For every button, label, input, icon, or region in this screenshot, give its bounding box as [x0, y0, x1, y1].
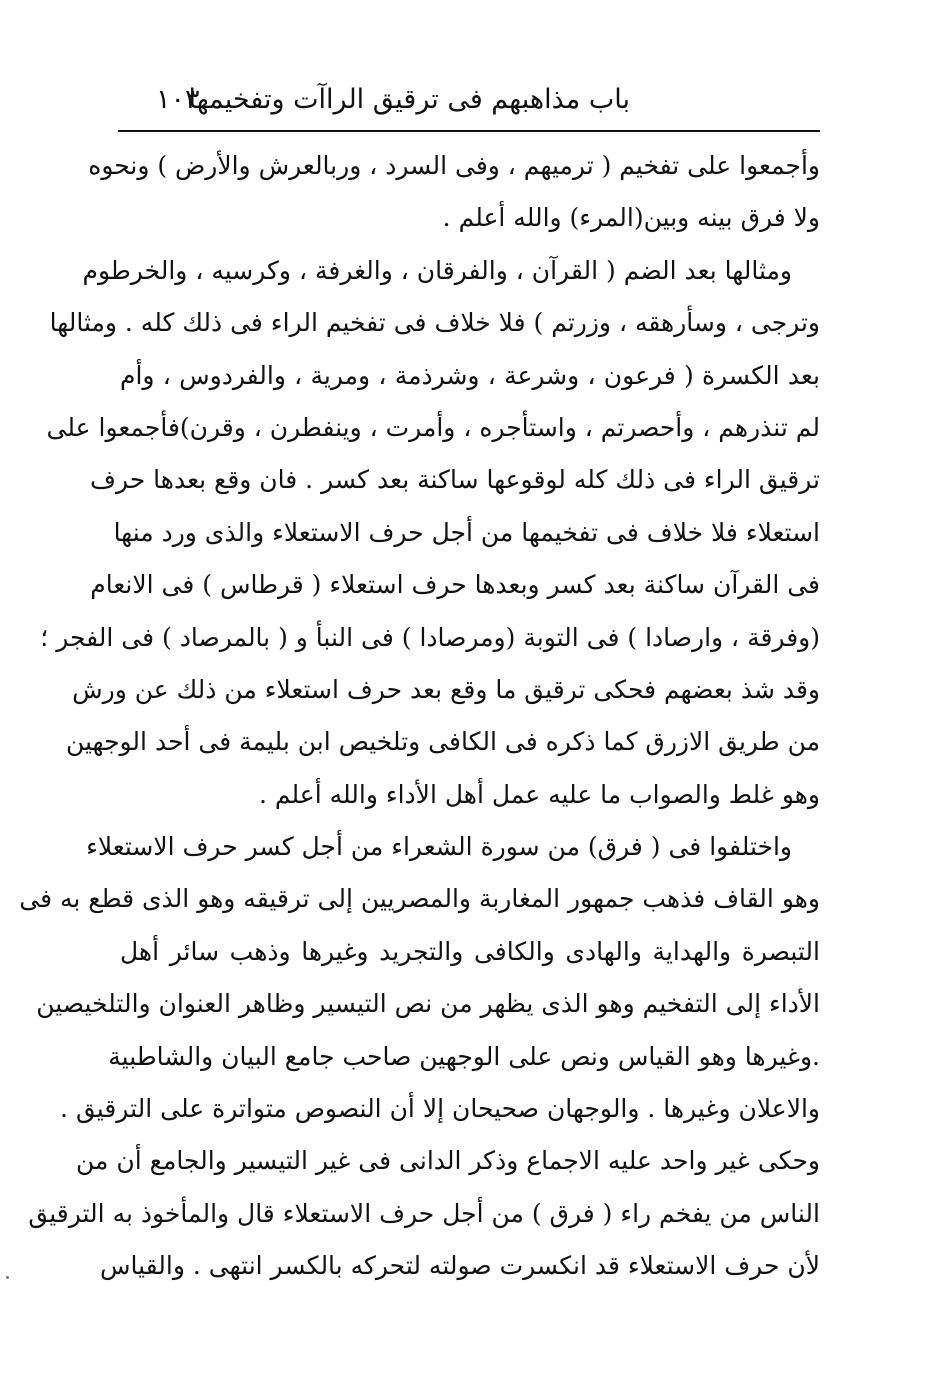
- text-line: واختلفوا فى ( فرق) من سورة الشعراء من أجل كسر حرف الاستعلاء: [86, 832, 792, 862]
- paper-speck: [6, 1276, 9, 1279]
- text-line: استعلاء فلا خلاف فى تفخيمها من أجل حرف الاستعلاء والذى ورد منها: [113, 517, 820, 547]
- text-line: .وغيرها وهو القياس ونص على الوجهين صاحب جامع البيان والشاطبية: [108, 1041, 820, 1071]
- text-line: فى القرآن ساكنة بعد كسر وبعدها حرف استعلاء ( قرطاس ) فى الانعام: [90, 570, 820, 600]
- page-header: [120, 82, 820, 130]
- text-line: التبصرة والهداية والهادى والكافى والتجريد وغيرها وذهب سائر أهل: [120, 936, 820, 966]
- text-line: والاعلان وغيرها . والوجهان صحيحان إلا أن النصوص متواترة على الترقيق .: [60, 1094, 820, 1124]
- text-line: (وفرقة ، وارصادا ) فى التوبة (ومرصادا ) فى النبأ و ( بالمرصاد ) فى الفجر ؛: [40, 622, 820, 652]
- text-line: ومثالها بعد الضم ( القرآن ، والفرقان ، والغرفة ، وكرسيه ، والخرطوم: [82, 255, 792, 285]
- text-line: وترجى ، وسأرهقه ، وزرتم ) فلا خلاف فى تفخيم الراء فى ذلك كله . ومثالها: [49, 308, 820, 338]
- text-line: لم تنذرهم ، وأحصرتم ، واستأجره ، وأمرت ، وينفطرن ، وقرن)فأجمعوا على: [46, 412, 820, 442]
- text-line: وأجمعوا على تفخيم ( ترميهم ، وفى السرد ، وربالعرش والأرض ) ونحوه: [88, 151, 820, 180]
- body-text: [19, 140, 820, 1293]
- page-number: ١٠٣: [156, 84, 200, 115]
- running-title: باب مذاهبهم فى ترقيق الراآت وتفخيمها: [188, 84, 630, 115]
- header-rule: [118, 130, 820, 132]
- text-line: الأداء إلى التفخيم وهو الذى يظهر من نص التيسير وظاهر العنوان والتلخيصين: [36, 989, 820, 1019]
- text-line: لأن حرف الاستعلاء قد انكسرت صولته لتحركه بالكسر انتهى . والقياس: [99, 1251, 820, 1281]
- text-line: وهو القاف فذهب جمهور المغاربة والمصريين إلى ترقيقه وهو الذى قطع به فى: [19, 884, 820, 914]
- text-line: بعد الكسرة ( فرعون ، وشرعة ، وشرذمة ، ومرية ، والفردوس ، وأم: [120, 360, 820, 390]
- text-line: ترقيق الراء فى ذلك كله لوقوعها ساكنة بعد كسر . فان وقع بعدها حرف: [90, 465, 820, 495]
- text-line: وحكى غير واحد عليه الاجماع وذكر الدانى فى غير التيسير والجامع أن من: [76, 1146, 820, 1176]
- text-line: من طريق الازرق كما ذكره فى الكافى وتلخيص ابن بليمة فى أحد الوجهين: [65, 727, 820, 757]
- text-line: الناس من يفخم راء ( فرق ) من أجل حرف الاستعلاء قال والمأخوذ به الترقيق: [28, 1198, 820, 1228]
- text-line: ولا فرق بينه وبين(المرء) والله أعلم .: [442, 203, 820, 233]
- text-line: وقد شذ بعضهم فحكى ترقيق ما وقع بعد حرف استعلاء من ذلك عن ورش: [72, 674, 820, 704]
- text-line: وهو غلط والصواب ما عليه عمل أهل الأداء والله أعلم .: [258, 779, 820, 809]
